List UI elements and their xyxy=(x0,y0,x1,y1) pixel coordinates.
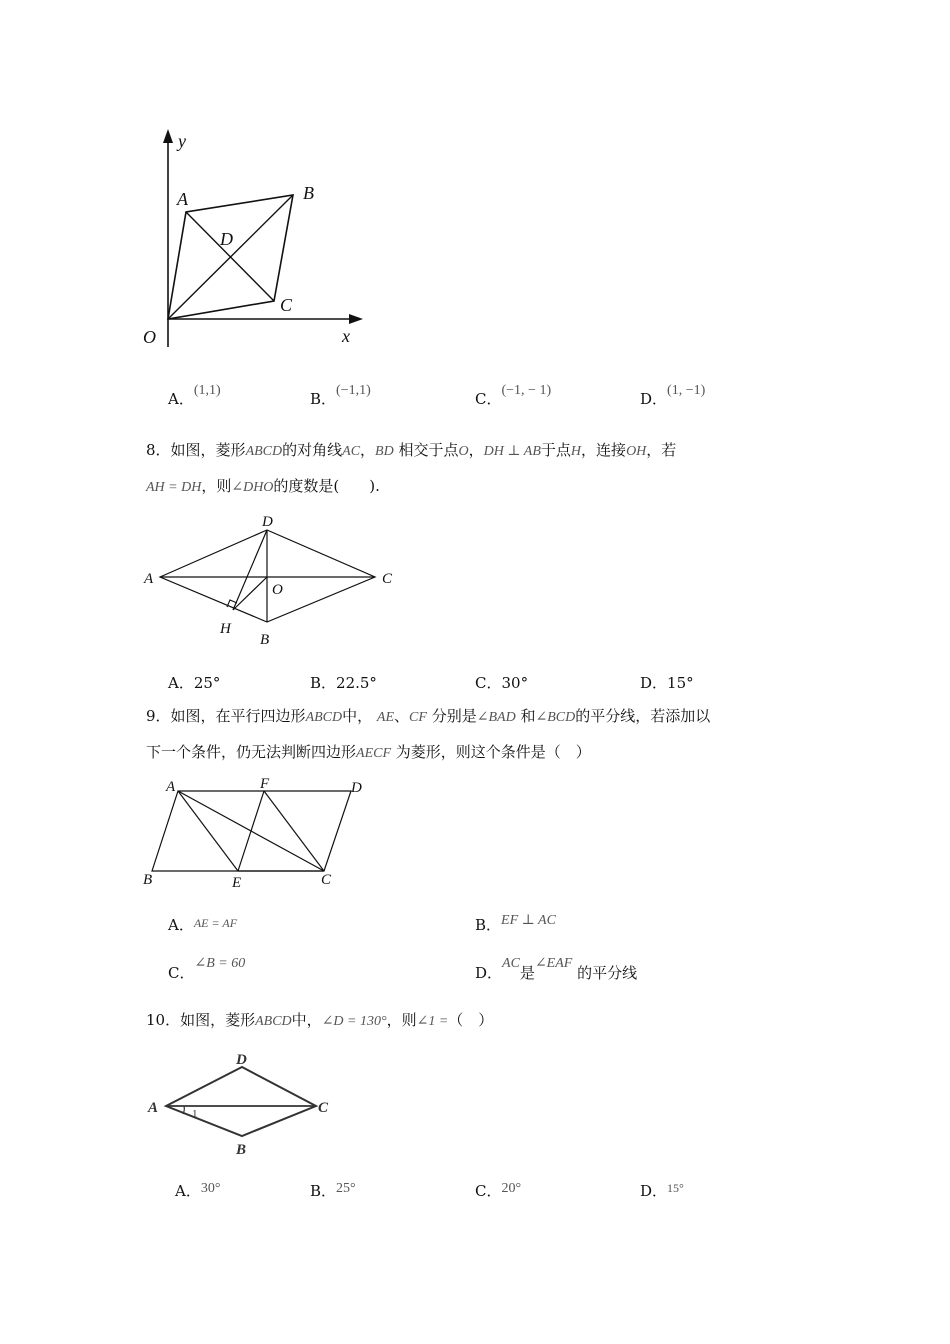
q7-label-y: y xyxy=(178,131,186,151)
option-letter: A． xyxy=(168,390,194,408)
q8-option-d[interactable] xyxy=(640,672,694,693)
stem-text: 分别是 xyxy=(431,707,477,725)
stem-text: 的度数是( ). xyxy=(273,477,380,495)
option-letter: B． xyxy=(310,1182,337,1200)
stem-text: 相交于点 xyxy=(398,441,459,459)
stem-math: ∠1 = xyxy=(416,1014,449,1029)
q9-option-c[interactable] xyxy=(168,956,246,983)
stem-math: OH xyxy=(626,444,647,459)
stem-text: 的平分线，若添加以 xyxy=(575,707,711,725)
option-letter: A． xyxy=(168,916,194,934)
q9-label-a: A xyxy=(166,779,176,795)
option-text: 是 xyxy=(519,964,535,982)
q9-figure xyxy=(138,774,378,892)
q9-option-d[interactable] xyxy=(475,956,638,983)
q9-label-f: F xyxy=(260,776,270,792)
q9-label-c: C xyxy=(321,872,332,888)
stem-text: ，则 xyxy=(201,477,232,495)
option-letter: D． xyxy=(640,674,668,692)
option-letter: A． xyxy=(175,1182,201,1200)
q7-label-d: D xyxy=(220,229,233,249)
option-letter: D． xyxy=(640,1182,668,1200)
option-letter: C． xyxy=(475,674,502,692)
option-letter: B． xyxy=(475,916,502,934)
q9-segment-ac xyxy=(178,791,324,871)
option-value: 30° xyxy=(200,1181,221,1196)
stem-math: AE xyxy=(376,710,395,725)
q7-label-b: B xyxy=(303,183,314,203)
q7-label-a: A xyxy=(177,189,188,209)
q7-figure xyxy=(130,125,380,355)
stem-text: 、 xyxy=(394,707,410,725)
q10-label-a: A xyxy=(148,1100,159,1116)
q8-label-b: B xyxy=(260,632,270,648)
option-value: 22.5° xyxy=(336,674,377,692)
stem-math: O xyxy=(458,444,469,459)
option-value: (1,1) xyxy=(193,383,221,398)
q9-segment-ae xyxy=(178,791,238,871)
stem-text: ，则 xyxy=(386,1011,417,1029)
q8-label-c: C xyxy=(382,571,393,587)
option-letter: C． xyxy=(475,390,502,408)
option-value: ∠B = 60 xyxy=(194,956,246,971)
option-letter: D． xyxy=(475,964,503,982)
option-value: ∠EAF xyxy=(534,956,573,971)
stem-text: 和 xyxy=(520,707,536,725)
stem-math: ABCD xyxy=(245,444,283,459)
q10-option-a[interactable] xyxy=(175,1180,220,1201)
option-value: EF ⊥ AC xyxy=(501,913,556,928)
q10-option-b[interactable] xyxy=(310,1180,356,1201)
option-value: (−1, − 1) xyxy=(501,383,552,398)
stem-text: ， xyxy=(360,441,376,459)
option-value: 25° xyxy=(336,1181,356,1196)
q9-segment-fc xyxy=(264,791,324,871)
option-text: 的平分线 xyxy=(577,964,638,982)
q7-option-d[interactable] xyxy=(640,383,706,409)
option-letter: B． xyxy=(310,390,337,408)
option-value: (−1,1) xyxy=(336,383,371,398)
option-value: 25° xyxy=(193,674,221,692)
q7-label-c: C xyxy=(280,295,293,315)
q8-label-d: D xyxy=(262,514,273,530)
q8-stem-line1 xyxy=(146,440,676,462)
q9-label-b: B xyxy=(143,872,153,888)
q8-segment-oh xyxy=(233,577,267,610)
q9-stem-line1 xyxy=(146,706,710,728)
stem-math: ∠DHO xyxy=(231,480,274,495)
q8-label-h: H xyxy=(220,621,231,637)
q9-label-e: E xyxy=(232,875,242,891)
q7-option-c[interactable] xyxy=(475,383,552,409)
option-value: (1, −1) xyxy=(667,383,706,398)
stem-math: AECF xyxy=(356,746,392,761)
option-value: 20° xyxy=(501,1181,522,1196)
question-number: 10． xyxy=(146,1011,181,1029)
q9-label-d: D xyxy=(351,780,362,796)
stem-text: 下一个条件，仍无法判断四边形 xyxy=(146,743,357,761)
q8-label-a: A xyxy=(144,571,154,587)
option-value: AE = AF xyxy=(193,916,238,930)
option-value: 30° xyxy=(501,674,529,692)
q10-label-d: D xyxy=(236,1052,247,1068)
stem-text: 为菱形，则这个条件是（ ） xyxy=(395,743,591,761)
stem-math: DH ⊥ AB xyxy=(483,444,541,459)
stem-text: （ ） xyxy=(448,1011,494,1029)
option-value: 15° xyxy=(667,674,694,692)
option-value: 15° xyxy=(667,1181,684,1195)
stem-math: ABCD xyxy=(305,710,343,725)
q8-segment-dh xyxy=(233,530,267,610)
q9-option-b[interactable] xyxy=(475,914,556,935)
option-letter: A． xyxy=(168,674,194,692)
q7-option-b[interactable] xyxy=(310,383,371,409)
stem-text: 于点 xyxy=(540,441,571,459)
q10-label-1: 1 xyxy=(192,1108,198,1120)
stem-math: CF xyxy=(409,710,427,725)
q7-x-arrow xyxy=(349,314,363,324)
q9-stem-line2 xyxy=(146,742,591,764)
q8-label-o: O xyxy=(272,582,283,598)
stem-math: BD xyxy=(375,444,394,459)
q8-option-c[interactable] xyxy=(475,672,528,693)
stem-text: ，连接 xyxy=(581,441,627,459)
q8-option-a[interactable] xyxy=(168,672,220,693)
q10-label-c: C xyxy=(318,1100,329,1116)
stem-text: 的对角线 xyxy=(282,441,343,459)
stem-text: 中， xyxy=(342,707,373,725)
q8-figure xyxy=(140,508,410,653)
stem-text: ，若 xyxy=(646,441,677,459)
stem-text: 如图，菱形 xyxy=(170,441,246,459)
q7-option-a[interactable] xyxy=(168,383,221,409)
option-value: AC xyxy=(502,956,520,971)
q7-label-x: x xyxy=(342,326,350,346)
q10-label-b: B xyxy=(236,1142,247,1158)
q10-angle-mark xyxy=(183,1106,184,1114)
option-letter: C． xyxy=(168,964,195,982)
q8-option-b[interactable] xyxy=(310,672,377,693)
option-letter: C． xyxy=(475,1182,502,1200)
stem-text: 如图，菱形 xyxy=(180,1011,256,1029)
stem-text: 如图，在平行四边形 xyxy=(170,707,306,725)
question-number: 9． xyxy=(146,707,171,725)
stem-math: ABCD xyxy=(255,1014,292,1029)
q10-figure xyxy=(140,1046,340,1164)
stem-math: ∠BAD xyxy=(476,710,516,725)
q10-option-d[interactable] xyxy=(640,1180,684,1201)
stem-math: ∠BCD xyxy=(535,710,576,725)
option-letter: D． xyxy=(640,390,668,408)
q8-stem-line2 xyxy=(146,476,380,498)
q7-label-o: O xyxy=(143,327,156,347)
stem-math: AC xyxy=(342,444,361,459)
stem-math: AH = DH xyxy=(146,480,202,495)
q10-stem xyxy=(146,1010,493,1032)
stem-math: H xyxy=(570,444,582,459)
stem-text: 中， xyxy=(291,1011,322,1029)
q7-y-arrow xyxy=(163,129,173,143)
q9-option-a[interactable] xyxy=(168,914,237,935)
q10-option-c[interactable] xyxy=(475,1180,521,1201)
stem-math: ∠D = 130° xyxy=(321,1014,387,1029)
option-letter: B． xyxy=(310,674,337,692)
stem-text: ， xyxy=(468,441,484,459)
question-number: 8． xyxy=(146,441,171,459)
q10-rhombus xyxy=(166,1067,316,1136)
